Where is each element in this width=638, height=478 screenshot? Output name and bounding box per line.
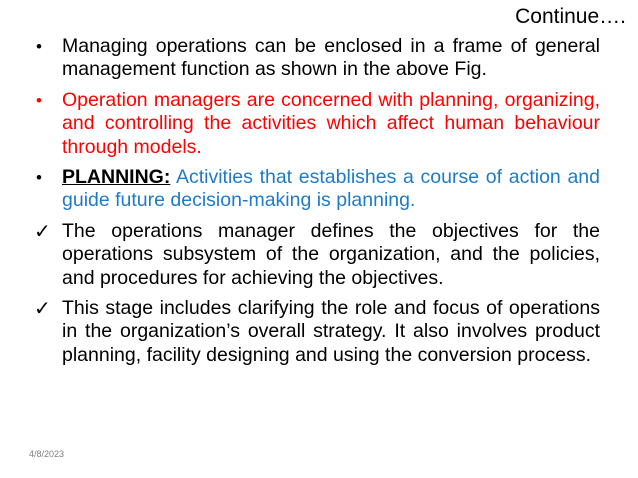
bullet-text: Activities that establishes a course of action and guide future decision-making is planning. <box>62 166 600 212</box>
checkmark-icon: ✓ <box>34 218 51 243</box>
check-text: This stage includes clarifying the role and focus of operations in the organization’s overall strategy. It also involves product planning, facility designing and using the conversion process. <box>62 297 600 366</box>
bullet-text: Managing operations can be enclosed in a frame of general management function as shown in the above Fig. <box>62 35 600 81</box>
bullet-icon: • <box>36 90 42 110</box>
bullet-list <box>34 35 600 374</box>
planning-label: PLANNING: <box>62 166 171 189</box>
bullet-item-management-frame <box>34 35 600 82</box>
checkmark-icon: ✓ <box>34 296 51 321</box>
check-item-strategy <box>34 297 600 367</box>
check-text: The operations manager defines the objectives for the operations subsystem of the organization, and the policies, and procedures for achieving the objectives. <box>62 219 600 289</box>
slide-date: 4/8/2023 <box>29 449 65 459</box>
check-item-objectives <box>34 220 600 290</box>
slide-title: Continue…. <box>515 5 626 28</box>
bullet-item-operation-managers <box>34 89 600 159</box>
bullet-icon: • <box>36 168 42 188</box>
bullet-icon: • <box>36 37 42 56</box>
bullet-item-planning <box>34 166 600 213</box>
bullet-text: Operation managers are concerned with planning, organizing, and controlling the activities which affect human behaviour through models. <box>62 88 600 158</box>
